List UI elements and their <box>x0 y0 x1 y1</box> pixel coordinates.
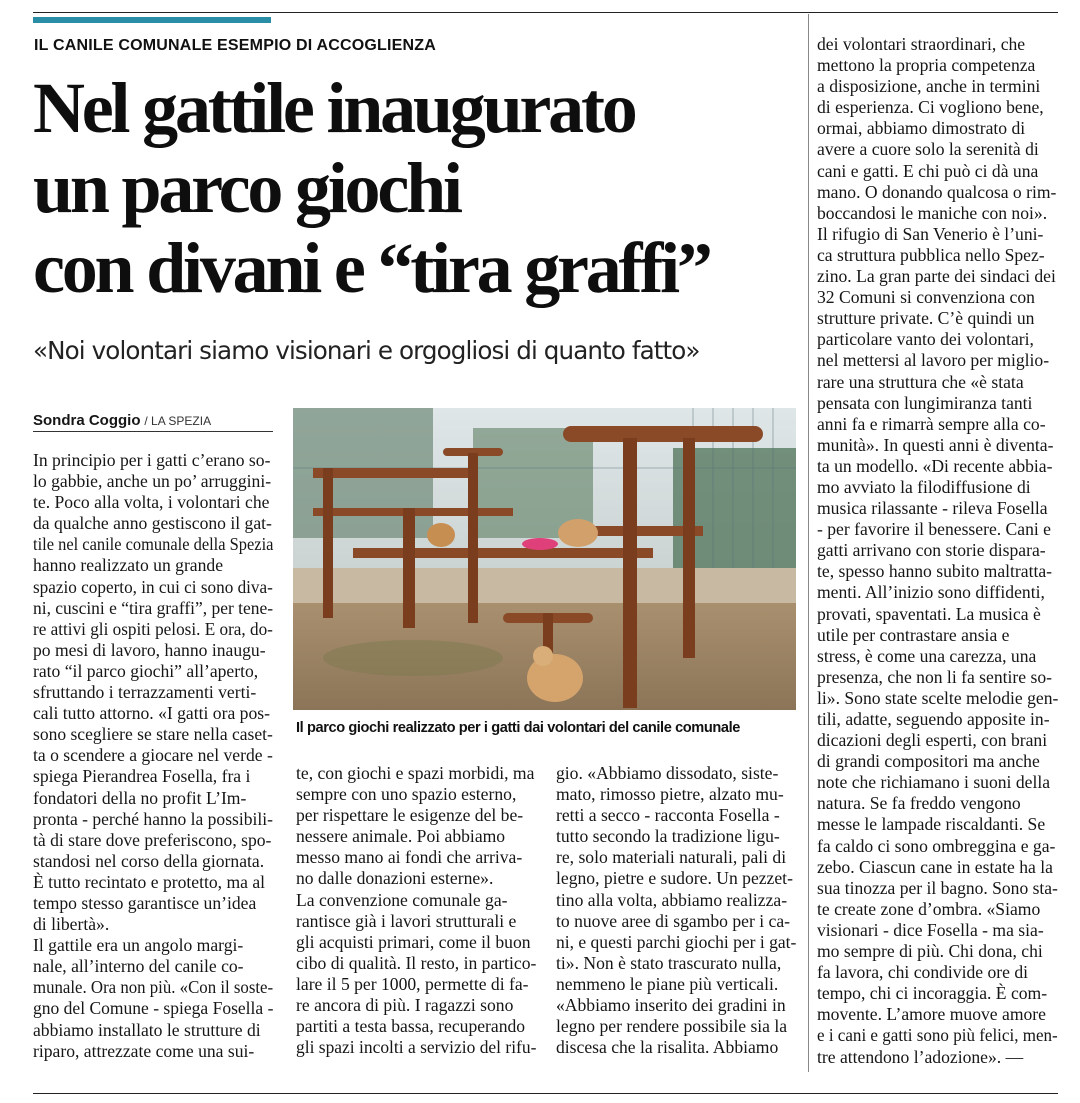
text-line: mettono la propria competenza <box>817 55 1036 76</box>
text-line: utile per contrastare ansia e <box>817 624 1010 645</box>
text-line: tino alla volta, abbiamo realizza- <box>556 889 788 910</box>
text-line: sono scegliere se stare nella caset- <box>33 724 273 745</box>
text-line: tà di stare dove preferiscono, spo- <box>33 829 272 850</box>
text-line: di esperienza. Ci vogliono bene, <box>817 97 1044 118</box>
text-line: te, spesso hanno subito maltratta- <box>817 561 1053 582</box>
text-line: mo sempre di più. Chi dona, chi <box>817 941 1043 962</box>
text-line: natura. Se fa freddo vengono <box>817 793 1021 814</box>
text-line: note che richiamano i suoni della <box>817 772 1051 793</box>
text-line: per rispettare le esigenze del be- <box>296 805 524 826</box>
text-line: gio. «Abbiamo dissodato, siste- <box>556 763 779 783</box>
headline-line: Nel gattile inaugurato <box>33 68 635 148</box>
text-line: po mesi di lavoro, hanno inaugu- <box>33 639 266 660</box>
text-line: rato “il parco giochi” all’aperto, <box>33 660 259 681</box>
text-line: tile nel canile comunale della Spezia <box>33 534 274 555</box>
text-line: fa lavora, chi condivide ore di <box>817 962 1029 983</box>
text-line: re attivi gli ospiti pelosi. E ora, do- <box>33 618 273 639</box>
text-line: - per favorire il benessere. Cani e <box>817 519 1051 540</box>
text-line: lare il 5 per 1000, permette di fa- <box>296 973 529 994</box>
text-line: ni, e questi parchi giochi per i gat- <box>556 931 797 952</box>
text-line: e i cani e gatti sono più felici, men- <box>817 1025 1058 1046</box>
text-line: munale. Ora non più. «Con il soste- <box>33 977 274 998</box>
text-line: da qualche anno gestiscono il gat- <box>33 513 272 534</box>
text-line: di grandi compositori ma anche <box>817 751 1040 772</box>
text-line: zino. La gran parte dei sindaci dei <box>817 266 1056 287</box>
text-line: È tutto recintato e protetto, ma al <box>33 871 266 892</box>
text-line: tempo stesso garantisce un’idea <box>33 892 257 913</box>
text-line: dicazioni degli esperti, con brani <box>817 730 1048 751</box>
text-line: tre attendono l’adozione». — <box>817 1046 1024 1067</box>
text-line: re, solo materiali naturali, pali di <box>556 847 787 868</box>
text-line: mano. O donando qualcosa o rim- <box>817 181 1057 202</box>
text-line: In principio per i gatti c’erano so- <box>33 450 271 470</box>
text-line: visionari - dice Fosella - ma sia- <box>817 919 1044 940</box>
text-line: standosi nel corso della giornata. <box>33 850 265 871</box>
text-line: nale, all’interno del canile co- <box>33 956 244 977</box>
byline-rule <box>33 431 273 432</box>
text-line: zebo. Ciascun cane in estate ha la <box>817 856 1053 877</box>
article-photo <box>293 408 796 710</box>
text-line: ormai, abbiamo dimostrato di <box>817 118 1026 139</box>
text-line: sempre con uno spazio esterno, <box>296 784 517 805</box>
text-line: te. Poco alla volta, i volontari che <box>33 492 270 513</box>
text-line: particolare vanto dei volontari, <box>817 329 1034 350</box>
text-line: pensata con lungimiranza tanti <box>817 392 1033 413</box>
column-divider <box>808 14 809 1072</box>
text-line: mato, rimosso pietre, alzato mu- <box>556 784 784 805</box>
text-line: ca struttura pubblica nello Spez- <box>817 244 1045 265</box>
text-line: presenza, che non li fa sentire so- <box>817 666 1052 687</box>
text-line: sfruttando i terrazzamenti verti- <box>33 682 257 703</box>
text-line: nel mettersi al lavoro per miglio- <box>817 350 1050 371</box>
bottom-rule <box>33 1093 1058 1094</box>
text-line: ni, cuscini e “tira graffi”, per tene- <box>33 597 274 618</box>
text-line: cani e gatti. E chi può ci dà una <box>817 160 1039 181</box>
kicker: IL CANILE COMUNALE ESEMPIO DI ACCOGLIENZA <box>34 37 436 54</box>
text-line: boccandosi le maniche con noi». <box>817 202 1048 223</box>
text-line: pronta - perché hanno la possibili- <box>33 808 273 829</box>
text-line: rare una struttura che «è stata <box>817 371 1024 392</box>
text-line: La convenzione comunale ga- <box>296 889 508 910</box>
text-line: spazio coperto, in cui ci sono diva- <box>33 576 273 597</box>
text-line: mo avviato la filodiffusione di <box>817 476 1031 497</box>
text-line: cibo di qualità. Il resto, in partico- <box>296 952 537 973</box>
text-line: legno per rendere possibile sia la <box>556 1016 788 1037</box>
text-line: Il gattile era un angolo margi- <box>33 935 244 956</box>
text-line: movente. L’amore muove amore <box>817 1004 1046 1025</box>
text-line: spiega Pierandrea Fosella, fra i <box>33 766 251 787</box>
text-line: 32 Comuni si convenziona con <box>817 287 1035 308</box>
text-line: legno, pietre e sudore. Un pezzet- <box>556 868 793 889</box>
byline-location: / LA SPEZIA <box>144 414 212 428</box>
text-line: tempo, chi ci incoraggia. È com- <box>817 983 1048 1004</box>
subtitle: «Noi volontari siamo visionari e orgogliosi di quanto fatto» <box>33 336 700 365</box>
text-line: rantisce già i lavori strutturali e <box>296 910 517 931</box>
text-line: a disposizione, anche in termini <box>817 76 1041 97</box>
text-line: gno del Comune - spiega Fosella - <box>33 998 274 1019</box>
article-column-3 <box>556 763 796 1058</box>
top-rule <box>33 12 1058 13</box>
text-line: nessere animale. Poi abbiamo <box>296 826 506 847</box>
text-line: re ancora di più. I ragazzi sono <box>296 995 514 1016</box>
text-line: nemmeno le piane più verticali. <box>556 973 779 994</box>
text-line: gli spazi incolti a servizio del rifu- <box>296 1037 537 1058</box>
text-line: ti». Non è stato trascurato nulla, <box>556 952 782 973</box>
text-line: cali tutto attorno. «I gatti ora pos- <box>33 703 270 724</box>
byline <box>33 412 211 429</box>
text-line: ta un modello. «Di recente abbia- <box>817 455 1053 476</box>
text-line: tutto secondo la tradizione ligu- <box>556 826 780 847</box>
text-line: musica rilassante - rileva Fosella <box>817 498 1048 519</box>
text-line: «Abbiamo inserito dei gradini in <box>556 995 786 1016</box>
text-line: to nuove aree di sgambo per i ca- <box>556 910 791 931</box>
text-line: dei volontari straordinari, che <box>817 34 1026 54</box>
headline-line: un parco giochi <box>33 148 460 228</box>
text-line: Il rifugio di San Venerio è l’uni- <box>817 223 1044 244</box>
text-line: no dalle donazioni esterne». <box>296 868 494 889</box>
text-line: menti. All’inizio sono diffidenti, <box>817 582 1045 603</box>
byline-author: Sondra Coggio <box>33 412 141 429</box>
section-accent-bar <box>33 17 271 23</box>
photo-caption: Il parco giochi realizzato per i gatti dai volontari del canile comunale <box>296 720 740 736</box>
text-line: riparo, attrezzate come una sui- <box>33 1040 255 1061</box>
text-line: discesa che la risalita. Abbiamo <box>556 1037 779 1058</box>
text-line: hanno realizzato un grande <box>33 555 224 576</box>
text-line: te create zone d’ombra. «Siamo <box>817 898 1041 919</box>
article-column-2 <box>296 763 536 1058</box>
text-line: te, con giochi e spazi morbidi, ma <box>296 763 535 783</box>
headline <box>33 68 803 308</box>
text-line: partiti a testa bassa, recuperando <box>296 1016 526 1037</box>
headline-line: con divani e “tira graffi” <box>33 228 710 308</box>
text-line: messo mano ai fondi che arriva- <box>296 847 523 868</box>
text-line: lo gabbie, anche un po’ arruggini- <box>33 471 272 492</box>
text-line: anni fa e rimarrà sempre alla co- <box>817 413 1046 434</box>
article-column-4 <box>817 34 1058 1068</box>
text-line: messe le lampade riscaldanti. Se <box>817 814 1046 835</box>
text-line: sua tinozza per il bagno. Sono sta- <box>817 877 1058 898</box>
text-line: provati, spaventati. La musica è <box>817 603 1041 624</box>
text-line: avere a cuore solo la serenità di <box>817 139 1039 160</box>
text-line: retti a secco - racconta Fosella - <box>556 805 780 826</box>
text-line: fondatori della no profit L’Im- <box>33 787 247 808</box>
text-line: abbiamo installato le strutture di <box>33 1019 261 1040</box>
text-line: ta o scendere a giocare nel verde - <box>33 745 273 766</box>
article-column-1 <box>33 450 273 1062</box>
text-line: di libertà». <box>33 914 110 935</box>
text-line: munità». In questi anni è diventa- <box>817 434 1054 455</box>
text-line: tili, adatte, seguendo apposite in- <box>817 709 1050 729</box>
text-line: fa caldo ci sono ombreggina e ga- <box>817 835 1056 856</box>
text-line: gatti arrivano con storie dispara- <box>817 540 1046 561</box>
text-line: li». Sono state scelte melodie gen- <box>817 687 1059 708</box>
text-line: strutture private. C’è quindi un <box>817 308 1035 329</box>
text-line: gli acquisti primari, come il buon <box>296 931 531 952</box>
text-line: stress, è come una carezza, una <box>817 645 1037 666</box>
